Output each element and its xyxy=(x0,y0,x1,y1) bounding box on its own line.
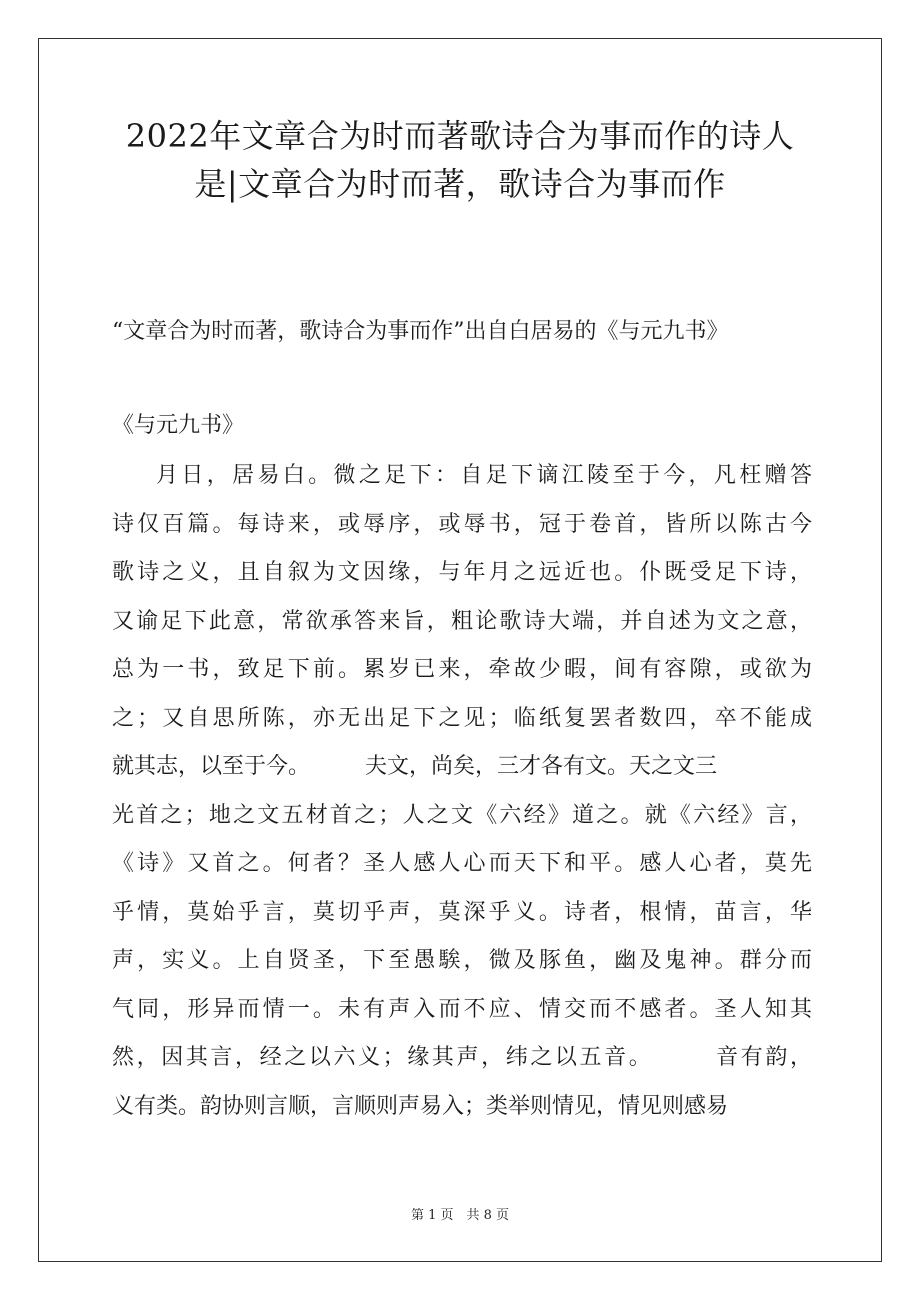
body-line: 声，实义。上自贤圣，下至愚騃，微及豚鱼，幽及鬼神。群分而 xyxy=(112,948,812,973)
body-text xyxy=(112,452,812,1131)
body-line: 光首之；地之文五材首之；人之文《六经》道之。就《六经》言， xyxy=(112,802,812,828)
body-line: 气同，形异而情一。未有声入而不应、情交而不感者。圣人知其 xyxy=(112,996,812,1022)
body-line: 月日，居易白。微之足下：自足下谪江陵至于今，凡枉赠答 xyxy=(156,463,812,488)
body-line: 就其志，以至于今。 夫文，尚矣，三才各有文。天之文三 xyxy=(112,754,718,779)
body-line: 《诗》又首之。何者？圣人感人心而天下和平。感人心者，莫先 xyxy=(112,851,812,876)
body-line: 然，因其言，经之以六义；缘其声，纬之以五音。 音有韵， xyxy=(112,1045,812,1070)
body-line: 诗仅百篇。每诗来，或辱序，或辱书，冠于卷首，皆所以陈古今 xyxy=(112,511,812,537)
intro-paragraph: “文章合为时而著，歌诗合为事而作”出自白居易的《与元九书》 xyxy=(112,319,729,344)
title-line-2: 是|文章合为时而著，歌诗合为事而作 xyxy=(194,165,726,203)
section-title: 《与元九书》 xyxy=(112,413,245,438)
body-line: 歌诗之义，且自叙为文因缘，与年月之远近也。仆既受足下诗， xyxy=(112,560,812,585)
page-number: 第 1 页 共 8 页 xyxy=(410,1208,510,1223)
body-line: 乎情，莫始乎言，莫切乎声，莫深乎义。诗者，根情，苗言，华 xyxy=(112,899,812,925)
body-line: 又谕足下此意，常欲承答来旨，粗论歌诗大端，并自述为文之意， xyxy=(112,608,812,634)
title-line-1: 2022年文章合为时而著歌诗合为事而作的诗人 xyxy=(125,117,795,155)
page-footer xyxy=(0,1206,920,1226)
body-line: 之；又自思所陈，亦无出足下之见；临纸复罢者数四，卒不能成 xyxy=(112,705,812,731)
body-line: 总为一书，致足下前。累岁已来，牵故少暇，间有容隙，或欲为 xyxy=(112,657,812,682)
body-line: 义有类。韵协则言顺，言顺则声易入；类举则情见，情见则感易 xyxy=(112,1093,729,1119)
document-title xyxy=(60,112,860,208)
